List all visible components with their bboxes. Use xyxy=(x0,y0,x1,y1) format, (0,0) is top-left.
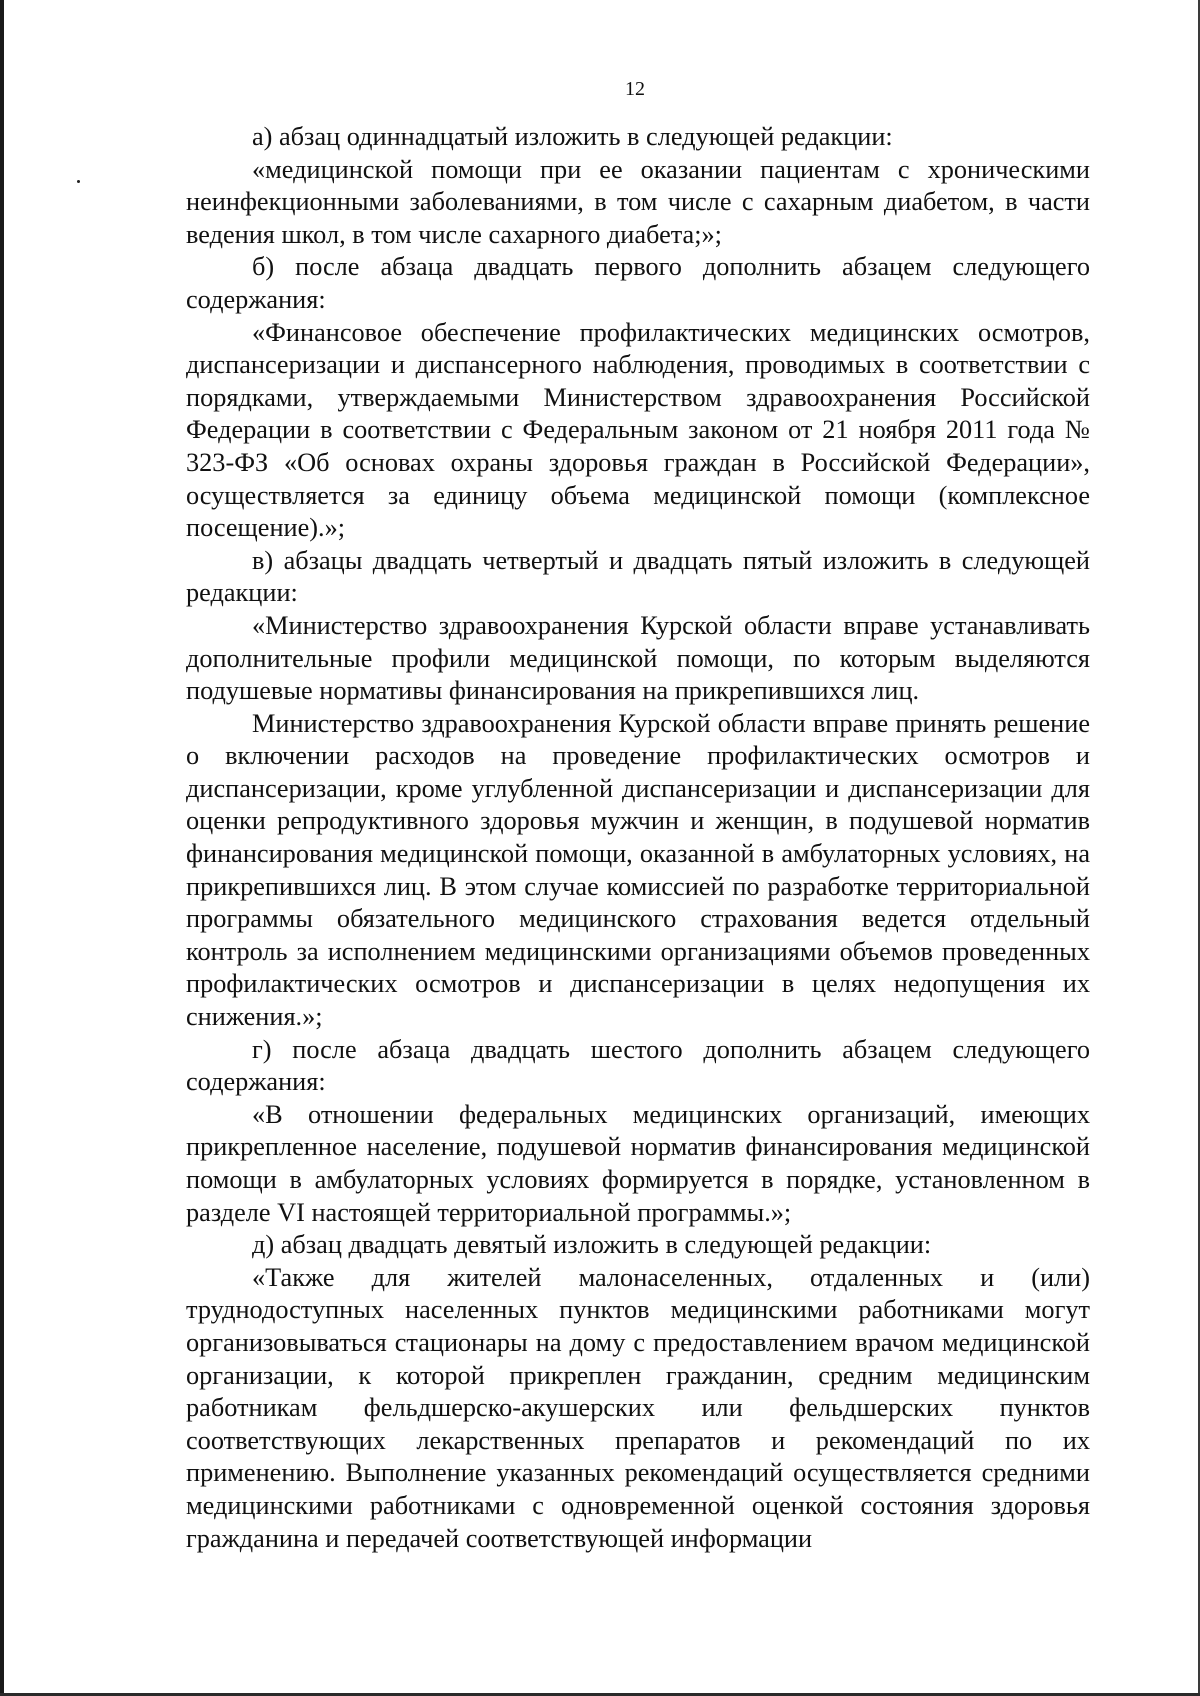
paragraph-quote-a: «медицинской помощи при ее оказании пациентам с хроническими неинфекционными заболеваниями, в том числе с сахарным диабетом, в части ведения школ, в том числе сахарного диабета;»; xyxy=(186,154,1090,249)
page-number: 12 xyxy=(625,78,645,100)
paragraph-g: г) после абзаца двадцать шестого дополнить абзацем следующего содержания: xyxy=(186,1034,1090,1097)
scan-speck xyxy=(77,180,80,183)
paragraph-d: д) абзац двадцать девятый изложить в следующей редакции: xyxy=(252,1230,932,1260)
paragraph-v: в) абзацы двадцать четвертый и двадцать пятый изложить в следующей редакции: xyxy=(186,545,1090,608)
scan-edge-left xyxy=(0,0,4,1696)
paragraph-b: б) после абзаца двадцать первого дополнить абзацем следующего содержания: xyxy=(186,252,1090,314)
paragraph-quote-v2: Министерство здравоохранения Курской области вправе принять решение о включении расходов на проведение профилактических осмотров и диспансеризации, кроме углубленной диспансеризации и диспансеризации для оценки репродуктивного здоровья мужчин и женщин, в подушевой норматив финансирования медицинской помощи, оказанной в амбулаторных условиях, на прикрепившихся лиц. В этом случае комиссией по разработке территориальной программы обязательного медицинского страхования ведется отдельный контроль за исполнением медицинскими организациями объемов проведенных профилактических осмотров и диспансеризации в целях недопущения их снижения.»; xyxy=(186,708,1090,1032)
paragraph-quote-d: «Также для жителей малонаселенных, отдаленных и (или) труднодоступных населенных пунктов медицинскими работниками могут организовываться стационары на дому с предоставлением врачом медицинской организации, к которой прикреплен гражданин, средним медицинским работникам фельдшерско-акушерских или фельдшерских пунктов соответствующих лекарственных препаратов и рекомендаций по их применению. Выполнение указанных рекомендаций осуществляется средними медицинскими работниками с одновременной оценкой состояния здоровья гражданина и передачей соответствующей информации xyxy=(186,1262,1090,1553)
document-body xyxy=(186,121,1090,1555)
paragraph-quote-b: «Финансовое обеспечение профилактических медицинских осмотров, диспансеризации и диспансерного наблюдения, проводимых в соответствии с порядками, утверждаемыми Министерством здравоохранения Российской Федерации в соответствии с Федеральным законом от 21 ноября 2011 года № 323-ФЗ «Об основах охраны здоровья граждан в Российской Федерации», осуществляется за единицу объема медицинской помощи (комплексное посещение).»; xyxy=(186,317,1090,543)
paragraph-quote-g: «В отношении федеральных медицинских организаций, имеющих прикрепленное население, подушевой норматив финансирования медицинской помощи в амбулаторных условиях формируется в порядке, установленном в разделе VI настоящей территориальной программы.»; xyxy=(186,1099,1090,1227)
paragraph-quote-v1: «Министерство здравоохранения Курской области вправе устанавливать дополнительные профили медицинской помощи, по которым выделяются подушевые нормативы финансирования на прикрепившихся лиц. xyxy=(186,610,1090,706)
paragraph-a: а) абзац одиннадцатый изложить в следующей редакции: xyxy=(252,122,893,151)
